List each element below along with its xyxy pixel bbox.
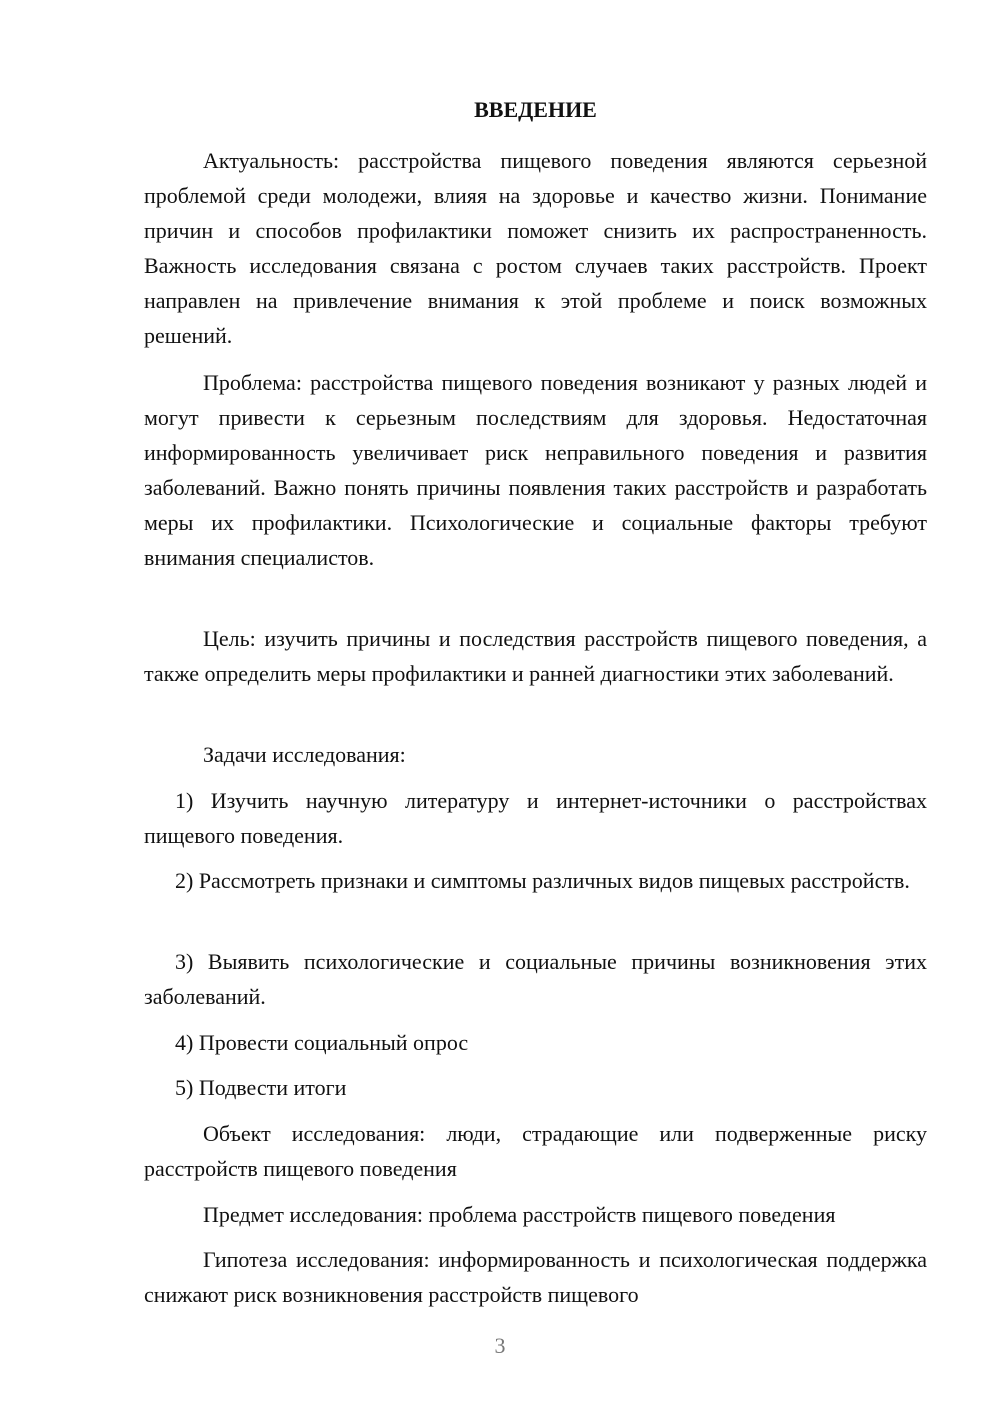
paragraph-object: Объект исследования: люди, страдающие или подверженные риску расстройств пищевого поведения [144,1121,927,1181]
paragraph-subject: Предмет исследования: проблема расстройств пищевого поведения [203,1202,836,1227]
paragraph-relevance: Актуальность: расстройства пищевого поведения являются серьезной проблемой среди молодежи, влияя на здоровье и качество жизни. Понимание причин и способов профилактики поможет снизить их распространенность. Важность исследования связана с ростом случаев таких расстройств. Проект направлен на привлечение внимания к этой проблеме и поиск возможных решений. [144,148,927,348]
paragraph-hypothesis: Гипотеза исследования: информированность и психологическая поддержка снижают риск возникновения расстройств пищевого [144,1247,927,1307]
task-item-1: 1) Изучить научную литературу и интернет-источники о расстройствах пищевого поведения. [144,788,927,848]
task-item-2: 2) Рассмотреть признаки и симптомы различных видов пищевых расстройств. [175,868,910,893]
page-title: ВВЕДЕНИЕ [474,97,597,122]
paragraph-problem: Проблема: расстройства пищевого поведения возникают у разных людей и могут привести к серьезным последствиям для здоровья. Недостаточная информированность увеличивает риск неправильного поведения и развития заболеваний. Важно понять причины появления таких расстройств и разработать меры их профилактики. Психологические и социальные факторы требуют внимания специалистов. [144,370,927,570]
task-item-3: 3) Выявить психологические и социальные причины возникновения этих заболеваний. [144,949,927,1009]
tasks-heading: Задачи исследования: [203,742,406,767]
page-number: 3 [494,1333,506,1358]
paragraph-goal: Цель: изучить причины и последствия расстройств пищевого поведения, а также определить меры профилактики и ранней диагностики этих заболеваний. [144,626,927,686]
task-item-4: 4) Провести социальный опрос [175,1030,469,1055]
task-item-5: 5) Подвести итоги [175,1075,347,1100]
